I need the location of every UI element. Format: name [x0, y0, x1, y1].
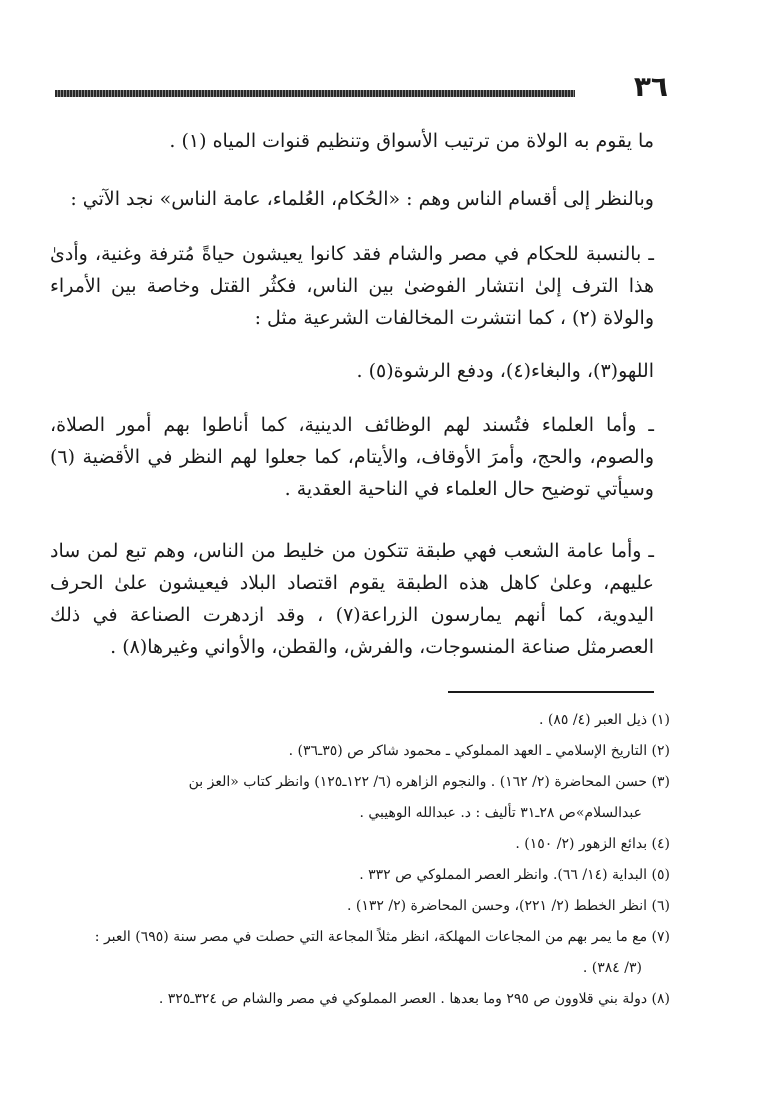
paragraph [50, 238, 654, 334]
footnote: (٨) دولة بني قلاوون ص ٢٩٥ وما بعدها . العصر المملوكي في مصر والشام ص ٣٢٤ـ٣٢٥ . [158, 991, 670, 1007]
paragraph-text: اللهو(٣)، والبغاء(٤)، ودفع الرشوة(٥) . [356, 360, 654, 382]
footnote: (٦) انظر الخطط (٢/ ٢٢١)، وحسن المحاضرة (٢/ ١٣٢) . [346, 898, 670, 914]
paragraph [50, 535, 654, 663]
paragraph-text: ـ وأما عامة الشعب فهي طبقة تتكون من خليط من الناس، وهم تبع لمن ساد عليهم، وعلىٰ كاهل هذه الطبقة يقوم اقتصاد البلاد فيعيشون علىٰ الحرف اليدوية، كما أنهم يمارسون الزراعة(٧) ، وقد ازدهرت الصناعة في ذلك العصرمثل صناعة المنسوجات، والفرش، والقطن، والأواني وغيرها(٨) . [50, 540, 654, 658]
paragraph-text: ما يقوم به الولاة من ترتيب الأسواق وتنظيم قنوات المياه (١) . [169, 130, 654, 152]
paragraph [50, 355, 654, 387]
footnote-continuation: (٣/ ٣٨٤) . [582, 960, 642, 976]
footnotes [50, 705, 670, 1015]
paragraph [50, 183, 654, 215]
footnote-continuation: عبدالسلام»ص ٢٨ـ٣١ تأليف : د. عبدالله الوهيبي . [359, 805, 642, 821]
footnote: (٢) التاريخ الإسلامي ـ العهد المملوكي ـ محمود شاكر ص (٣٥ـ٣٦) . [288, 743, 670, 759]
footnote: (٤) بدائع الزهور (٢/ ١٥٠) . [515, 836, 670, 852]
paragraph-text: وبالنظر إلى أقسام الناس وهم : «الحُكام، العُلماء، عامة الناس» نجد الآتي : [70, 188, 654, 210]
paragraph-text: ـ وأما العلماء فتُسند لهم الوظائف الدينية، كما أناطوا بهم أمور الصلاة، والصوم، والحج، وأمرَ الأوقاف، والأيتام، كما جعلوا لهم النظر في الأقضية (٦) وسيأتي توضيح حال العلماء في الناحية العقدية . [50, 414, 654, 500]
footnote: (٣) حسن المحاضرة (٢/ ١٦٢) . والنجوم الزاهره (٦/ ١٢٢ـ١٢٥) وانظر كتاب «العز بن [188, 774, 670, 790]
header-rule [55, 90, 575, 97]
footnote: (١) ذيل العبر (٤/ ٨٥) . [539, 712, 670, 728]
page-number: ٣٦ [633, 70, 668, 103]
footnote-separator [448, 691, 654, 693]
footnote: (٧) مع ما يمر بهم من المجاعات المهلكة، انظر مثلاً المجاعة التي حصلت في مصر سنة (٦٩٥) العبر : [94, 929, 670, 945]
paragraph [50, 125, 654, 157]
paragraph-text: ـ بالنسبة للحكام في مصر والشام فقد كانوا يعيشون حياةً مُترفة وغنية، وأدىٰ هذا الترف إلىٰ انتشار الفوضىٰ بين الناس، فكثُر القتل وخاصة بين الأمراء والولاة (٢) ، كما انتشرت المخالفات الشرعية مثل : [50, 243, 654, 329]
paragraph [50, 409, 654, 505]
footnote: (٥) البداية (١٤/ ٦٦). وانظر العصر المملوكي ص ٣٣٢ . [359, 867, 670, 883]
